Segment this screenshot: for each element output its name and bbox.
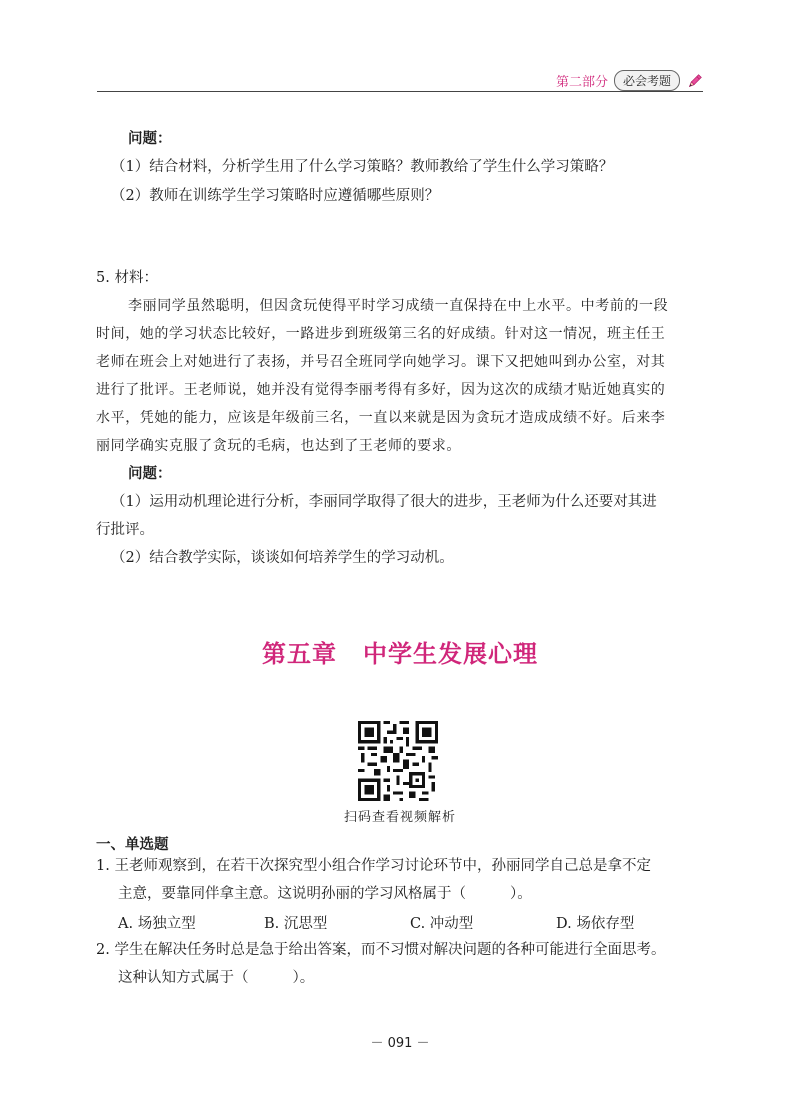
question-2: （2）结合教学实际，谈谈如何培养学生的学习动机。 — [111, 550, 454, 566]
header-divider — [97, 91, 703, 92]
header-badge: 必会考题 — [614, 70, 680, 91]
page-number: － 091 － — [370, 1036, 430, 1051]
material-line: 丽同学确实克服了贪玩的毛病，也达到了王老师的要求。 — [96, 438, 461, 454]
chapter-name: 中学生发展心理 — [363, 640, 538, 668]
mc-question-1-line1: 1. 王老师观察到，在若干次探究型小组合作学习讨论环节中，孙丽同学自己总是拿不定 — [96, 858, 651, 874]
section-label: 第二部分 — [555, 75, 608, 90]
question-label: 问题： — [128, 465, 172, 482]
mc-question-2-line1: 2. 学生在解决任务时总是急于给出答案，而不习惯对解决问题的各种可能进行全面思考。 — [96, 942, 666, 958]
question-1-continued: 行批评。 — [96, 522, 154, 538]
material-line: 时间，她的学习状态比较好，一路进步到班级第三名的好成绩。针对这一情况，班主任王 — [96, 326, 666, 342]
material-label: 5. 材料： — [96, 270, 158, 286]
qr-caption: 扫码查看视频解析 — [343, 810, 456, 825]
option-b: B. 沉思型 — [264, 916, 328, 932]
question-label: 问题： — [128, 130, 172, 147]
material-line: 李丽同学虽然聪明，但因贪玩使得平时学习成绩一直保持在中上水平。中考前的一段 — [128, 298, 669, 314]
question-1: （1）运用动机理论进行分析，李丽同学取得了很大的进步，王老师为什么还要对其进 — [111, 494, 657, 510]
material-line: 水平，凭她的能力，应该是年级前三名，一直以来就是因为贪玩才造成成绩不好。后来李 — [96, 410, 666, 426]
question-2: （2）教师在训练学生学习策略时应遵循哪些原则？ — [111, 188, 440, 204]
section-heading: 一、单选题 — [96, 837, 169, 853]
pencil-icon — [686, 72, 704, 90]
qr-code-icon[interactable] — [358, 721, 438, 801]
chapter-number: 第五章 — [262, 640, 337, 668]
option-c: C. 冲动型 — [410, 916, 474, 932]
option-d: D. 场依存型 — [556, 916, 635, 932]
question-1: （1）结合材料，分析学生用了什么学习策略？教师教给了学生什么学习策略？ — [111, 159, 614, 175]
mc-question-1-line2: 主意，要靠同伴拿主意。这说明孙丽的学习风格属于（ ）。 — [118, 886, 532, 902]
material-line: 老师在班会上对她进行了表扬，并号召全班同学向她学习。课下又把她叫到办公室，对其 — [96, 354, 666, 370]
option-a: A. 场独立型 — [118, 916, 196, 932]
chapter-title — [0, 634, 800, 669]
material-line: 进行了批评。王老师说，她并没有觉得李丽考得有多好，因为这次的成绩才贴近她真实的 — [96, 382, 666, 398]
mc-question-2-line2: 这种认知方式属于（ ）。 — [118, 970, 315, 986]
running-header — [556, 70, 704, 91]
